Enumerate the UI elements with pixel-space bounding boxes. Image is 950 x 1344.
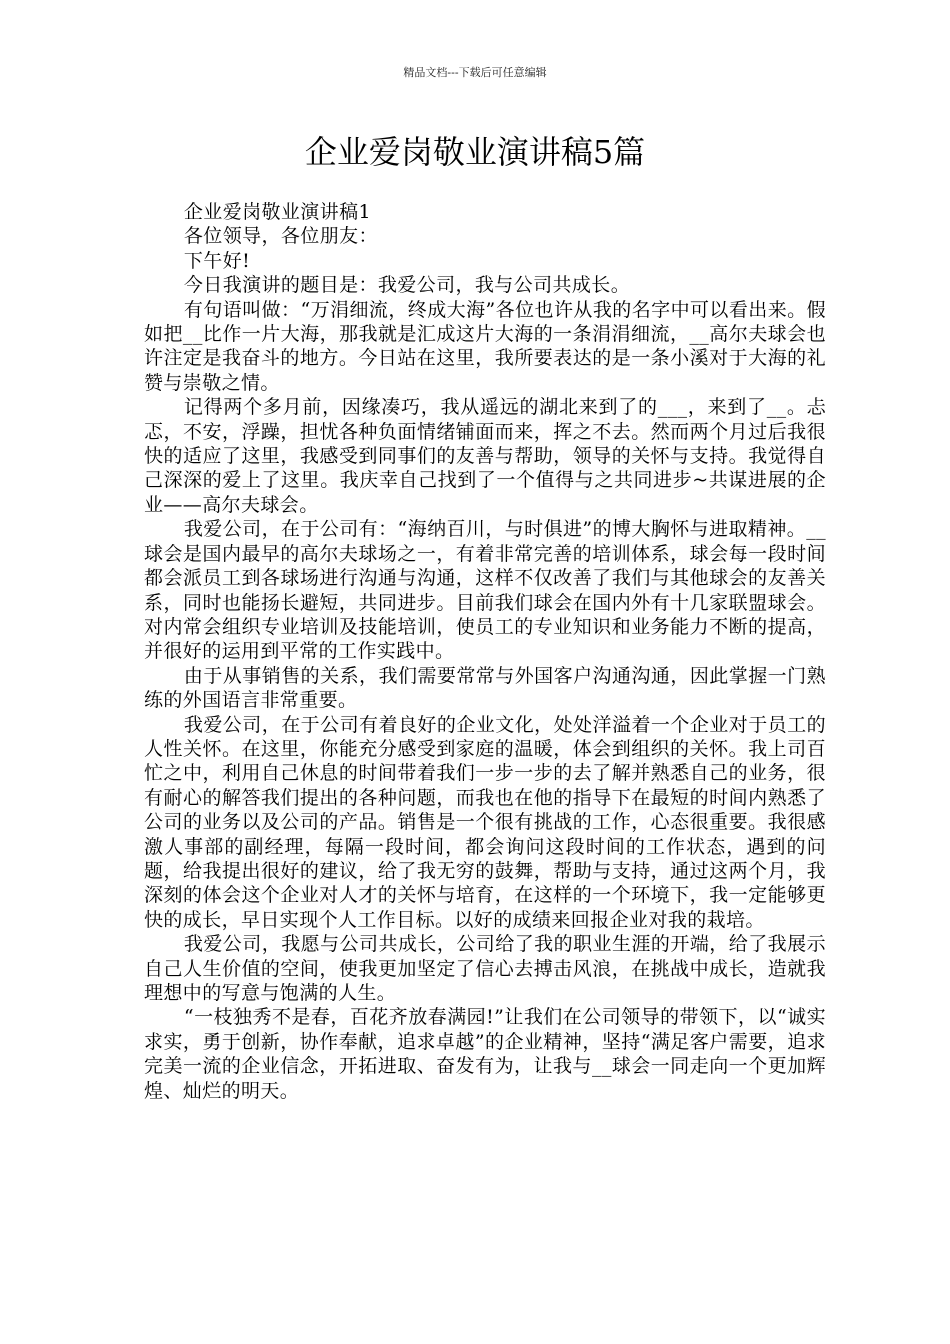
document-body bbox=[144, 200, 826, 1103]
paragraph: 由于从事销售的关系，我们需要常常与外国客户沟通沟通，因此掌握一门熟练的外国语言非常重要。 bbox=[144, 664, 826, 712]
paragraph: 今日我演讲的题目是：我爱公司，我与公司共成长。 bbox=[183, 274, 631, 297]
paragraph: 各位领导，各位朋友： bbox=[183, 225, 378, 248]
paragraph: 我爱公司，在于公司有着良好的企业文化，处处洋溢着一个企业对于员工的人性关怀。在这里，你能充分感受到家庭的温暖，体会到组织的关怀。我上司百忙之中，利用自己休息的时间带着我们一步一步的去了解并熟悉自己的业务，很有耐心的解答我们提出的各种问题，而我也在他的指导下在最短的时间内熟悉了公司的业务以及公司的产品。销售是一个很有挑战的工作，心态很重要。我很感激人事部的副经理，每隔一段时间，都会询问这段时间的工作状态，遇到的问题，给我提出很好的建议，给了我无穷的鼓舞，帮助与支持，通过这两个月，我深刻的体会这个企业对人才的关怀与培育，在这样的一个环境下，我一定能够更快的成长，早日实现个人工作目标。以好的成绩来回报企业对我的栽培。 bbox=[144, 713, 826, 931]
paragraph: 我爱公司，在于公司有：“海纳百川，与时俱进”的博大胸怀与进取精神。__球会是国内最早的高尔夫球场之一，有着非常完善的培训体系，球会每一段时间都会派员工到各球场进行沟通与沟通，这样不仅改善了我们与其他球会的友善关系，同时也能扬长避短，共同进步。目前我们球会在国内外有十几家联盟球会。对内常会组织专业培训及技能培训，使员工的专业知识和业务能力不断的提高，并很好的运用到平常的工作实践中。 bbox=[144, 518, 826, 663]
paragraph: 有句语叫做：“万涓细流，终成大海”各位也许从我的名字中可以看出来。假如把__比作一片大海，那我就是汇成这片大海的一条涓涓细流，__高尔夫球会也许注定是我奋斗的地方。今日站在这里，我所要表达的是一条小溪对于大海的礼赞与崇敬之情。 bbox=[144, 298, 826, 394]
paragraph: 下午好! bbox=[183, 249, 251, 272]
document-title: 企业爱岗敬业演讲稿5篇 bbox=[304, 133, 646, 171]
paragraph: “一枝独秀不是春，百花齐放春满园!”让我们在公司领导的带领下，以“诚实求实，勇于创新，协作奉献，追求卓越”的企业精神，坚持“满足客户需要，追求完美一流的企业信念，开拓进取、奋发有为，让我与__球会一同走向一个更加辉煌、灿烂的明天。 bbox=[144, 1006, 826, 1102]
paragraph: 企业爱岗敬业演讲稿1 bbox=[183, 201, 371, 223]
header-note: 精品文档---下载后可任意编辑 bbox=[403, 66, 547, 79]
paragraph: 我爱公司，我愿与公司共成长，公司给了我的职业生涯的开端，给了我展示自己人生价值的空间，使我更加坚定了信心去搏击风浪，在挑战中成长，造就我理想中的写意与饱满的人生。 bbox=[144, 933, 826, 1004]
paragraph: 记得两个多月前，因缘凑巧，我从遥远的湖北来到了的___，来到了__。忐忑，不安，浮躁，担忧各种负面情绪铺面而来，挥之不去。然而两个月过后我很快的适应了这里，我感受到同事们的友善与帮助，领导的关怀与支持。我觉得自己深深的爱上了这里。我庆幸自己找到了一个值得与之共同进步~共谋进展的企业——高尔夫球会。 bbox=[144, 396, 826, 516]
